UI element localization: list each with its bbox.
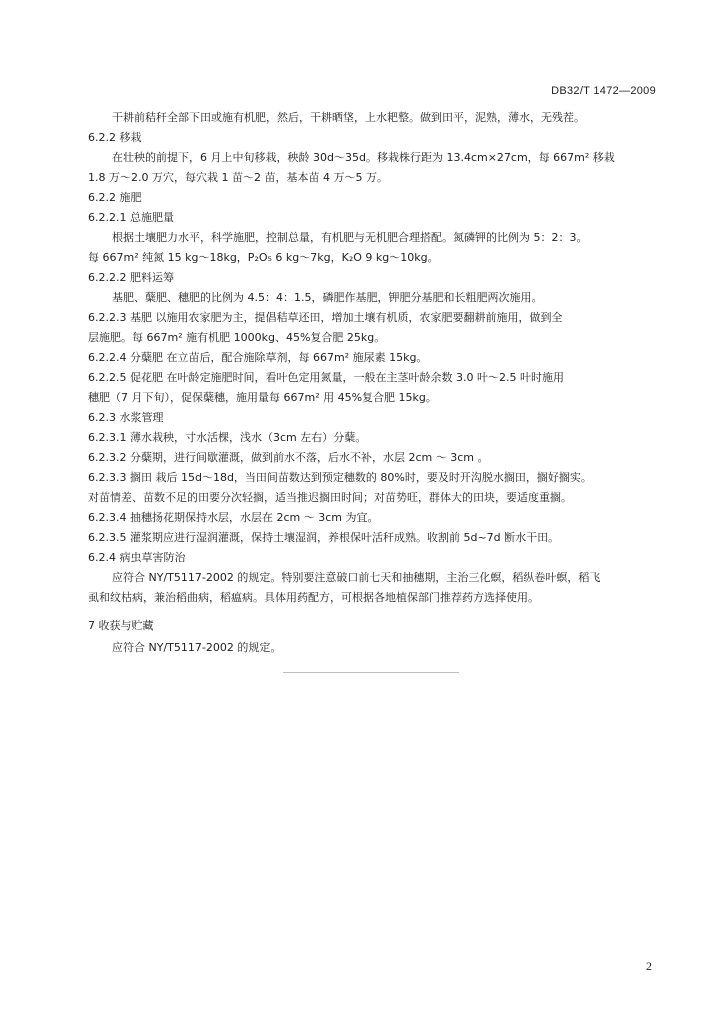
paragraph-line: 穗肥（7 月下旬），促保蘖穗，施用量每 667m² 用 45%复合肥 15kg。	[88, 391, 437, 404]
chapter-heading: 7 收获与贮藏	[88, 619, 154, 632]
paragraph-line: 对苗情差、苗数不足的田要分次轻搁，适当推迟搁田时间；对苗势旺，群体大的田块，要适度重搁。	[88, 491, 572, 504]
paragraph-line: 根据土壤肥力水平，科学施肥，控制总量，有机肥与无机肥合理搭配。氮磷钾的比例为 5：2：3。	[112, 231, 588, 244]
section-heading: 6.2.2 移栽	[88, 131, 142, 144]
section-heading: 6.2.4 病虫草害防治	[88, 551, 186, 564]
paragraph-line: 6.2.3.4 抽穗扬花期保持水层，水层在 2cm ～ 3cm 为宜。	[88, 511, 379, 524]
paragraph-line: 1.8 万～2.0 万穴，每穴栽 1 苗～2 苗，基本苗 4 万～5 万。	[88, 171, 388, 184]
paragraph-line: 6.2.3.3 搁田 栽后 15d～18d，当田间苗数达到预定穗数的 80%时，要及时开沟脱水搁田，搁好搁实。	[88, 471, 592, 484]
paragraph-line: 层施肥。每 667m² 施有机肥 1000kg、45%复合肥 25kg。	[88, 331, 386, 344]
page-number: 2	[646, 959, 652, 973]
section-heading: 6.2.2.2 肥料运筹	[88, 271, 174, 284]
section-heading: 6.2.3 水浆管理	[88, 411, 164, 424]
section-heading: 6.2.2 施肥	[88, 191, 142, 204]
section-heading: 6.2.2.1 总施肥量	[88, 211, 174, 224]
paragraph-line: 6.2.2.3 基肥 以施用农家肥为主，提倡秸草还田，增加土壤有机质，农家肥要翻耕前施用，做到全	[88, 311, 563, 324]
paragraph-line: 应符合 NY/T5117-2002 的规定。	[112, 641, 282, 654]
paragraph-line: 每 667m² 纯氮 15 kg～18kg，P₂O₅ 6 kg～7kg，K₂O 9 kg～10kg。	[88, 251, 439, 264]
paragraph-line: 6.2.3.2 分蘖期，进行间歇灌溉，做到前水不落，后水不补，水层 2cm ～ 3cm 。	[88, 451, 489, 464]
paragraph-line: 6.2.2.5 促花肥 在叶龄定施肥时间，看叶色定用氮量，一般在主茎叶龄余数 3.0 叶～2.5 叶时施用	[88, 371, 564, 384]
paragraph-line: 干耕前秸秆全部下田或施有机肥，然后，干耕晒垡，上水耙整。做到田平，泥熟，薄水，无残茬。	[112, 111, 585, 124]
paragraph-line: 基肥、蘖肥、穗肥的比例为 4.5：4：1.5，磷肥作基肥，钾肥分基肥和长粗肥两次施用。	[112, 291, 543, 304]
paragraph-line: 6.2.3.1 薄水栽秧，寸水活棵，浅水（3cm 左右）分蘖。	[88, 431, 367, 444]
paragraph-line: 6.2.3.5 灌浆期应进行湿润灌溉，保持土壤湿润，养根保叶活秆成熟。收割前 5d~7d 断水干田。	[88, 531, 560, 544]
document-code: DB32/T 1472—2009	[551, 85, 656, 97]
paragraph-line: 在壮秧的前提下，6 月上中旬移栽，秧龄 30d～35d。移栽株行距为 13.4cm×27cm，每 667m² 移栽	[112, 151, 615, 164]
end-divider	[283, 672, 459, 673]
paragraph-line: 6.2.2.4 分蘖肥 在立苗后，配合施除草剂，每 667m² 施尿素 15kg。	[88, 351, 428, 364]
paragraph-line: 应符合 NY/T5117-2002 的规定。特别要注意破口前七天和抽穗期，主治三化螟，稻纵卷叶螟，稻飞	[112, 571, 601, 584]
paragraph-line: 虱和纹枯病，兼治稻曲病，稻瘟病。具体用药配方，可根据各地植保部门推荐药方选择使用。	[88, 591, 539, 604]
